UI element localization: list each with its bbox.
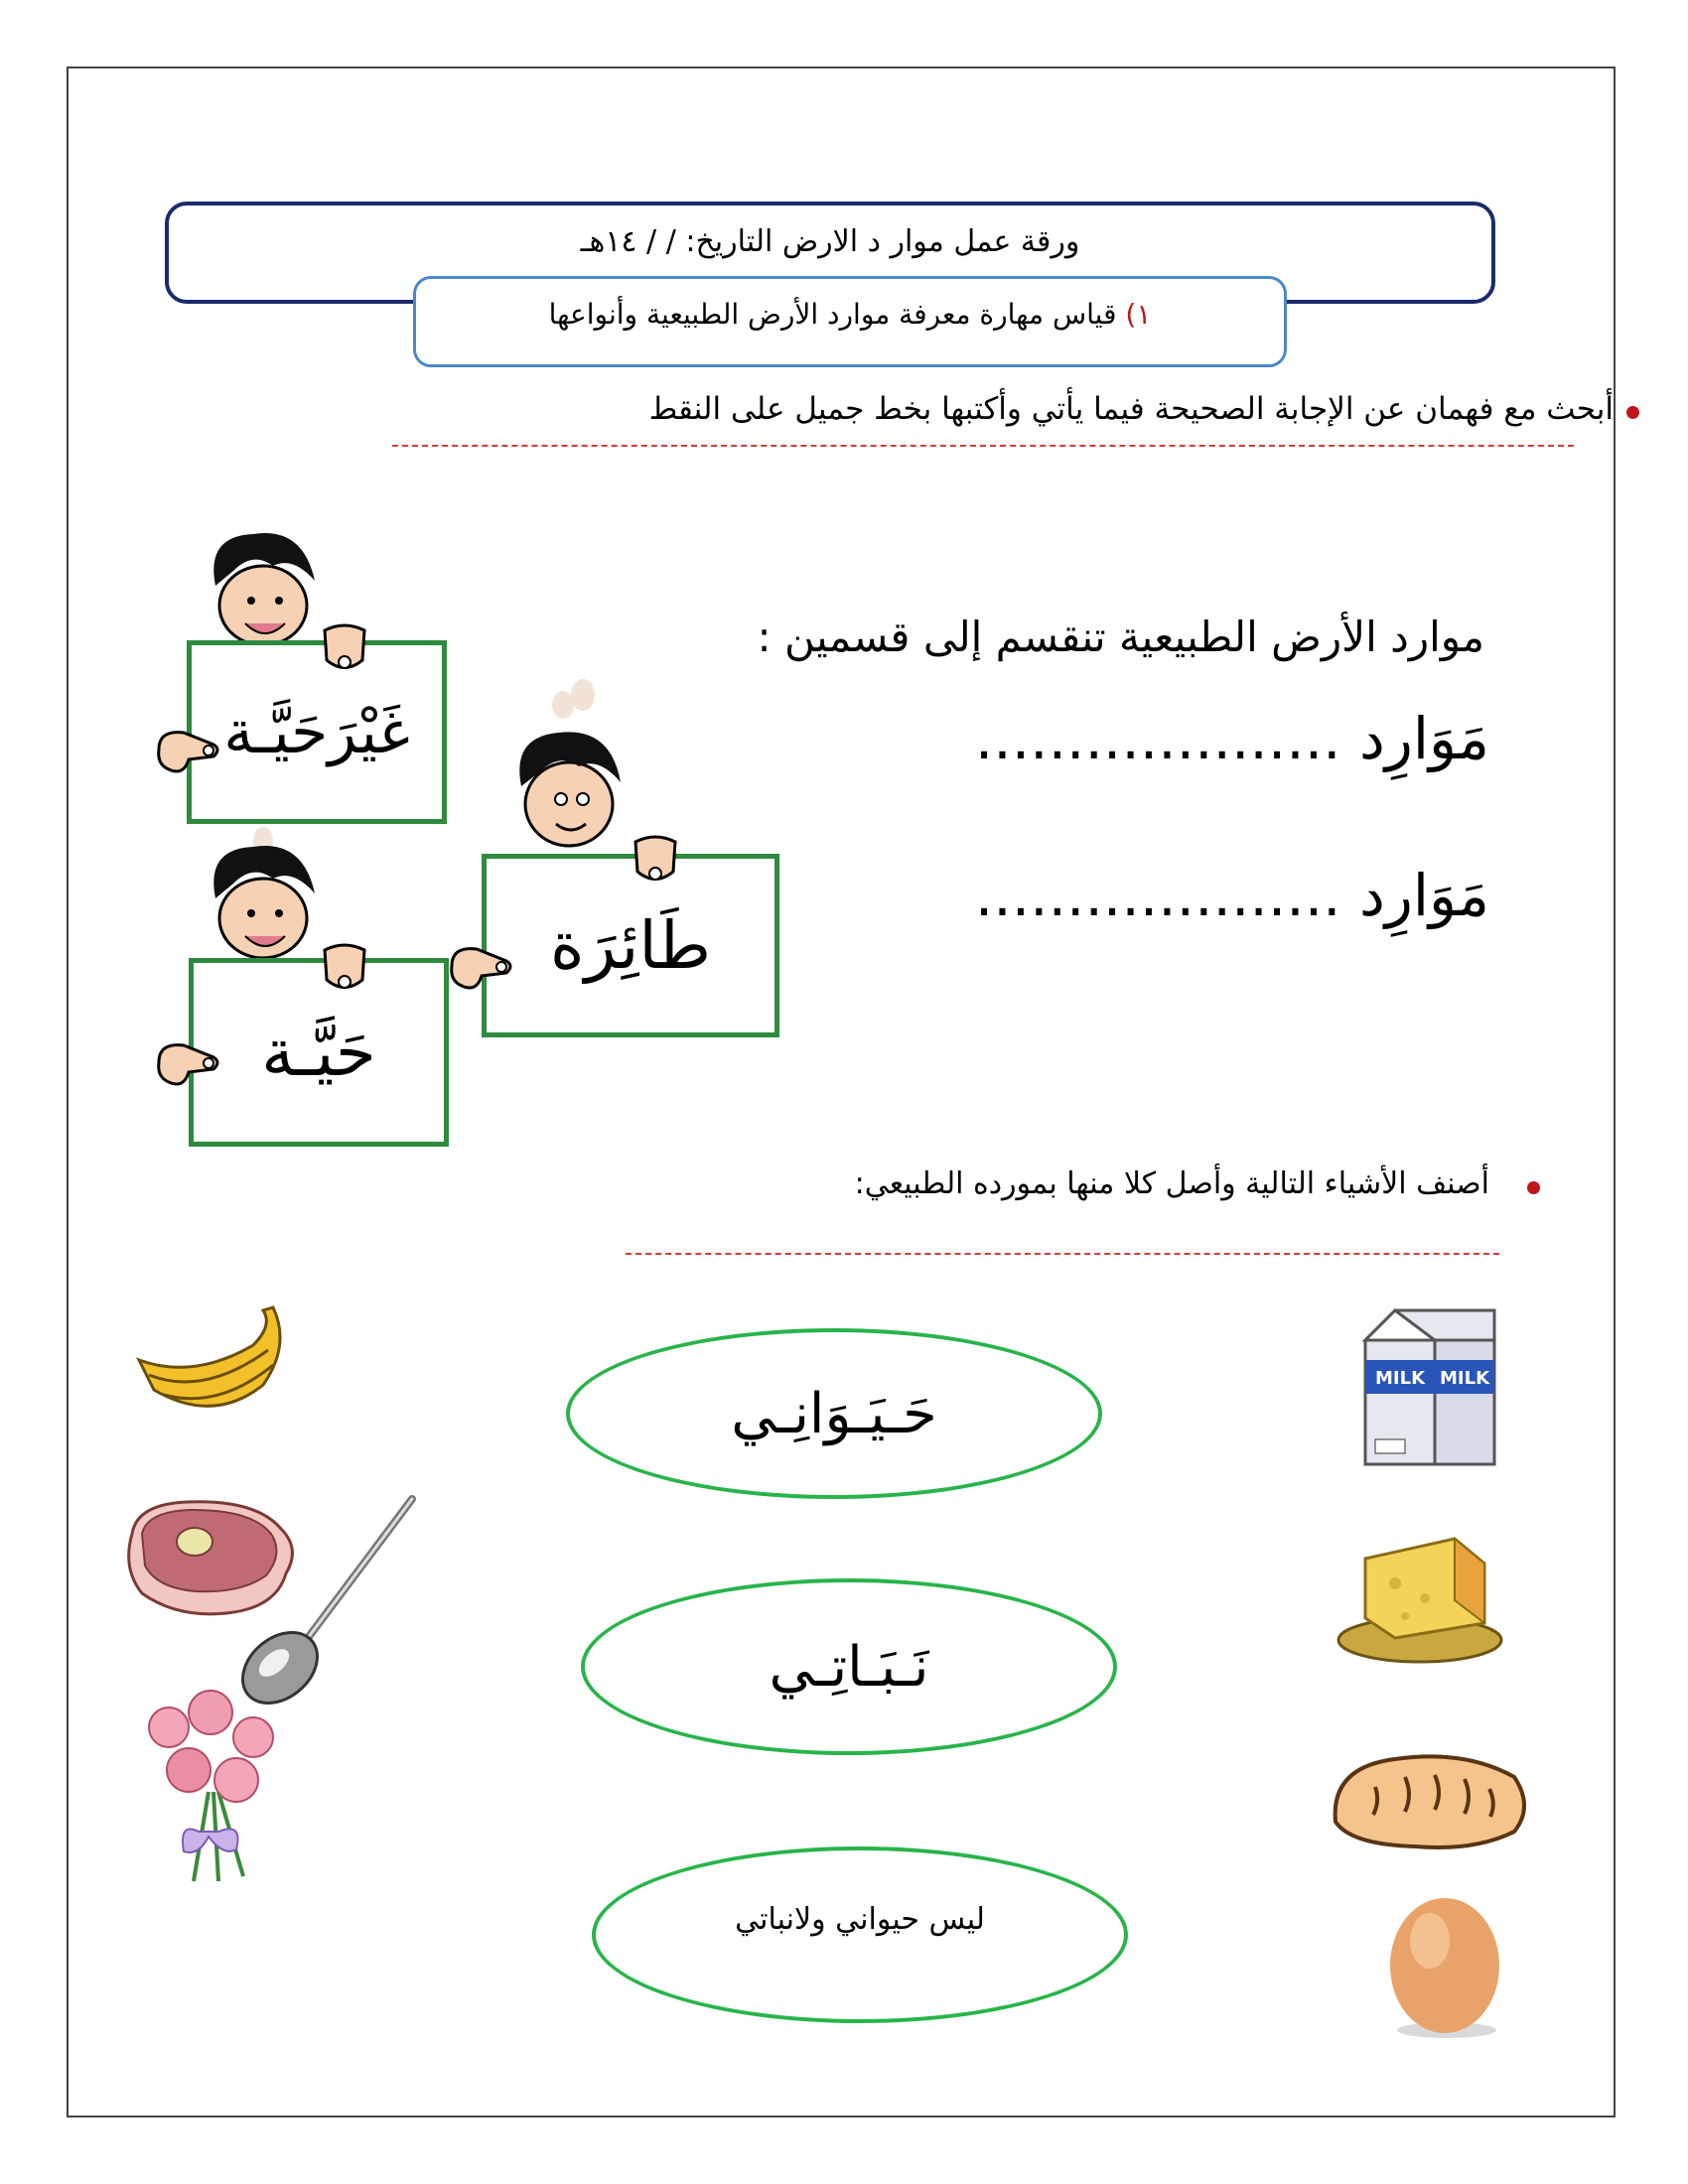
answer-line-1[interactable]: مَوَارِد .................... <box>974 705 1489 772</box>
milk-label-left: MILK <box>1374 1368 1426 1389</box>
skill-statement <box>413 298 1287 331</box>
section2-divider <box>626 1253 1499 1255</box>
pointing-hand-icon <box>447 931 516 1001</box>
choice-label-living: حَيَّـة <box>261 1014 376 1091</box>
pointing-hand-icon <box>154 715 223 784</box>
category-neither-oval[interactable] <box>592 1846 1128 2023</box>
holding-hand-icon <box>315 620 374 680</box>
choice-label-nonliving: غَيْرَحَيَّـة <box>223 697 410 767</box>
category-animal-oval[interactable] <box>566 1328 1102 1499</box>
boy-head-icon <box>194 526 333 650</box>
category-plant-oval[interactable] <box>581 1578 1117 1755</box>
category-neither-label: ليس حيواني ولانباتي <box>735 1902 985 1937</box>
egg-icon[interactable] <box>1375 1881 1514 2045</box>
section1-instruction: أبحث مع فهمان عن الإجابة الصحيحة فيما يأتي وأكتبها بخط جميل على النقط <box>648 391 1614 427</box>
choice-card-living <box>154 819 452 1152</box>
roses-icon[interactable] <box>139 1683 288 1891</box>
milk-label-right: MILK <box>1439 1368 1490 1389</box>
bullet-icon <box>1626 406 1639 419</box>
answer-line-2[interactable]: مَوَارِد .................... <box>974 862 1489 929</box>
skill-number: ١) <box>1125 298 1152 331</box>
worksheet-title: ورقة عمل موار د الارض التاريخ: / / ١٤هـ <box>580 224 1080 259</box>
holding-hand-icon <box>315 940 374 1000</box>
bullet-icon <box>1527 1181 1540 1194</box>
bananas-icon[interactable] <box>134 1305 293 1425</box>
category-animal-label: حَـيَـوَانِـي <box>731 1381 937 1446</box>
milk-carton-icon[interactable] <box>1355 1305 1504 1474</box>
question-text: موارد الأرض الطبيعية تنقسم إلى قسمين : <box>757 613 1484 661</box>
category-plant-label: نَـبَـاتِـي <box>769 1634 929 1700</box>
skill-text: قياس مهارة معرفة موارد الأرض الطبيعية وأنواعها <box>548 298 1117 331</box>
cheese-icon[interactable] <box>1336 1529 1504 1668</box>
choice-card-airplane <box>447 675 784 1042</box>
bread-icon[interactable] <box>1326 1747 1534 1856</box>
section2-instruction: أصنف الأشياء التالية وأصل كلا منها بمورده الطبيعي: <box>854 1166 1489 1201</box>
pointing-hand-icon <box>154 1027 223 1097</box>
choice-label-airplane: طَائِرَة <box>550 907 712 984</box>
boy-head-icon <box>194 819 333 968</box>
section1-divider <box>392 445 1574 447</box>
spoon-icon[interactable] <box>228 1489 427 1707</box>
thinking-boy-icon <box>501 675 640 859</box>
choice-card-nonliving <box>154 526 452 829</box>
holding-hand-icon <box>626 832 685 891</box>
